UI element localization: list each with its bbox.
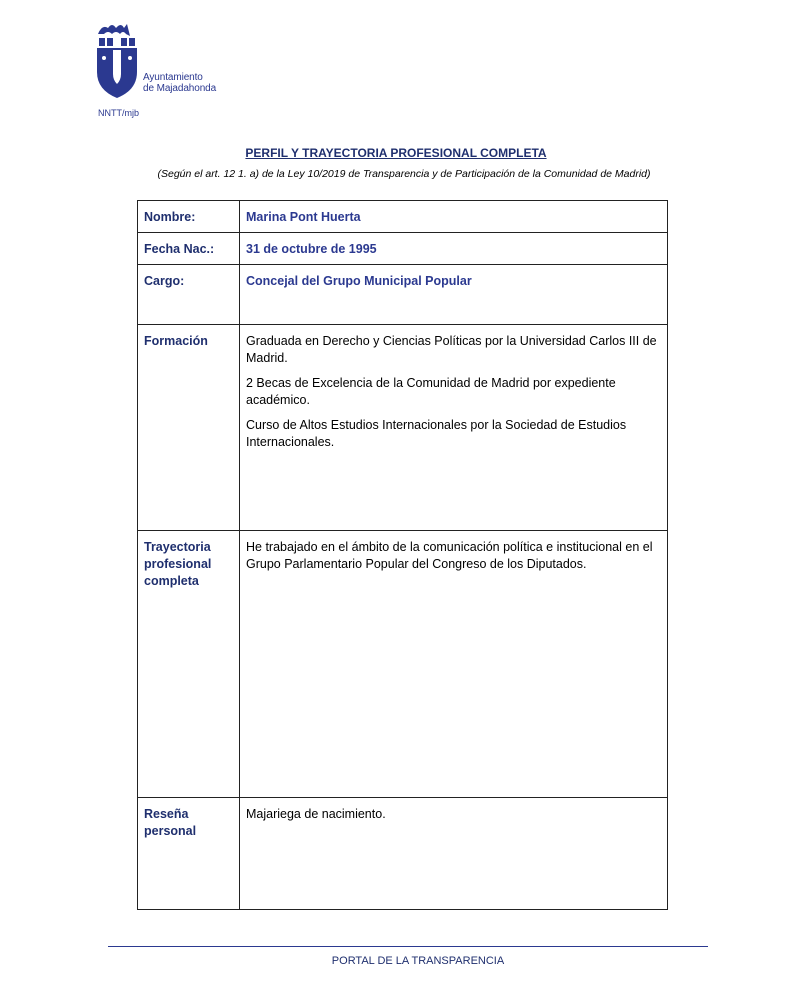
footer-divider: [108, 946, 708, 947]
name-label: Nombre:: [138, 201, 240, 233]
bio-label-line: Reseña: [144, 807, 189, 821]
birth-date-label: Fecha Nac.:: [138, 233, 240, 265]
position-label: Cargo:: [138, 265, 240, 325]
education-label: Formación: [138, 325, 240, 531]
education-item: Graduada en Derecho y Ciencias Políticas por la Universidad Carlos III de Madrid.: [246, 334, 657, 365]
logo-caption: [143, 72, 216, 94]
education-item: 2 Becas de Excelencia de la Comunidad de Madrid por expediente académico.: [246, 376, 616, 407]
bio-label-line: personal: [144, 824, 197, 838]
bio-value: Majariega de nacimiento.: [240, 798, 668, 910]
footer-text: PORTAL DE LA TRANSPARENCIA: [331, 955, 505, 967]
document-title-text: PERFIL Y TRAYECTORIA PROFESIONAL COMPLETA: [245, 146, 547, 160]
document-subtitle: (Según el art. 12 1. a) de la Ley 10/2019 de Transparencia y de Participación de la Comunidad de Madrid): [157, 168, 651, 180]
position-value: Concejal del Grupo Municipal Popular: [240, 265, 668, 325]
coat-of-arms-icon: [96, 22, 138, 100]
logo-line-1: Ayuntamiento: [143, 72, 203, 83]
row-career: [138, 531, 668, 798]
document-reference: NNTT/mjb: [98, 108, 139, 118]
row-position: [138, 265, 668, 325]
career-label-line: Trayectoria: [144, 540, 211, 554]
education-item: Curso de Altos Estudios Internacionales por la Sociedad de Estudios Internacionales.: [246, 418, 627, 449]
logo-line-2: de Majadahonda: [143, 83, 217, 94]
bio-label: [138, 798, 240, 910]
career-label-line: completa: [144, 574, 199, 588]
career-value: He trabajado en el ámbito de la comunicación política e institucional en el Grupo Parlamentario Popular del Congreso de los Diputados.: [240, 531, 668, 798]
row-bio: [138, 798, 668, 910]
career-label-line: profesional: [144, 557, 212, 571]
profile-table: [137, 200, 668, 910]
document-title: [0, 146, 792, 160]
row-education: [138, 325, 668, 531]
row-birth-date: [138, 233, 668, 265]
name-value: Marina Pont Huerta: [240, 201, 668, 233]
row-name: [138, 201, 668, 233]
career-label: [138, 531, 240, 798]
birth-date-value: 31 de octubre de 1995: [240, 233, 668, 265]
education-value: [240, 325, 668, 531]
municipality-logo: [96, 22, 226, 102]
